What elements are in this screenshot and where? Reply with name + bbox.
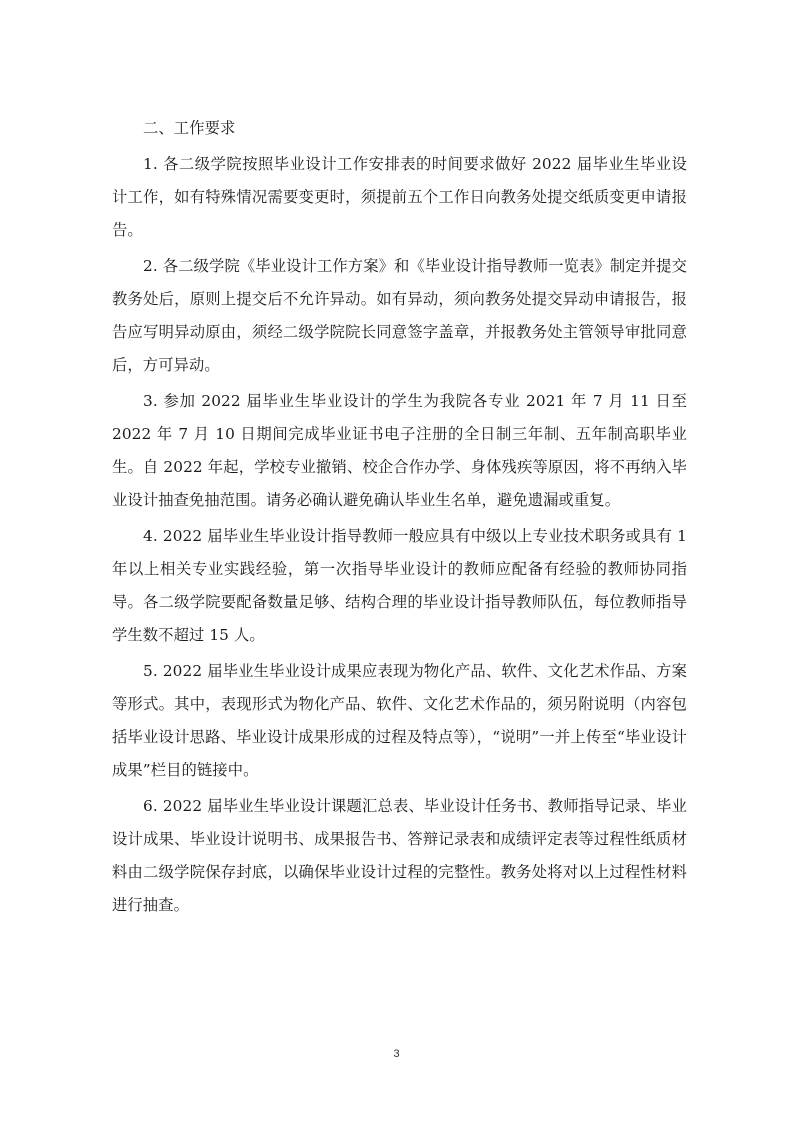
requirement-paragraph-1: 1. 各二级学院按照毕业设计工作安排表的时间要求做好 2022 届毕业生毕业设计工作，如有特殊情况需要变更时，须提前五个工作日向教务处提交纸质变更申请报告。: [112, 155, 687, 239]
document-body: [112, 112, 687, 922]
requirement-paragraph-3: 3. 参加 2022 届毕业生毕业设计的学生为我院各专业 2021 年 7 月 11 日至 2022 年 7 月 10 日期间完成毕业证书电子注册的全日制三年制、五年制高职毕业生。自 2022 年起，学校专业撤销、校企合作办学、身体残疾等原因，将不再纳入毕业设计抽查免抽范围。请务必确认避免确认毕业生名单，避免遗漏或重复。: [112, 392, 687, 509]
requirement-paragraph-4: 4. 2022 届毕业生毕业设计指导教师一般应具有中级以上专业技术职务或具有 1 年以上相关专业实践经验，第一次指导毕业设计的教师应配备有经验的教师协同指导。各二级学院要配备数量足够、结构合理的毕业设计指导教师队伍，每位教师指导学生数不超过 15 人。: [112, 527, 687, 644]
requirement-paragraph-5: 5. 2022 届毕业生毕业设计成果应表现为物化产品、软件、文化艺术作品、方案等形式。其中，表现形式为物化产品、软件、文化艺术作品的，须另附说明（内容包括毕业设计思路、毕业设计成果形成的过程及特点等），“说明”一并上传至“毕业设计成果”栏目的链接中。: [112, 662, 687, 779]
section-heading: 二、工作要求: [143, 119, 236, 137]
requirement-paragraph-2: 2. 各二级学院《毕业设计工作方案》和《毕业设计指导教师一览表》制定并提交教务处后，原则上提交后不允许异动。如有异动，须向教务处提交异动申请报告，报告应写明异动原由，须经二级学院院长同意签字盖章，并报教务处主管领导审批同意后，方可异动。: [112, 257, 687, 374]
requirement-paragraph-6: 6. 2022 届毕业生毕业设计课题汇总表、毕业设计任务书、教师指导记录、毕业设计成果、毕业设计说明书、成果报告书、答辩记录表和成绩评定表等过程性纸质材料由二级学院保存封底，以确保毕业设计过程的完整性。教务处将对以上过程性材料进行抽查。: [112, 797, 687, 914]
page-number: 3: [393, 1048, 400, 1060]
